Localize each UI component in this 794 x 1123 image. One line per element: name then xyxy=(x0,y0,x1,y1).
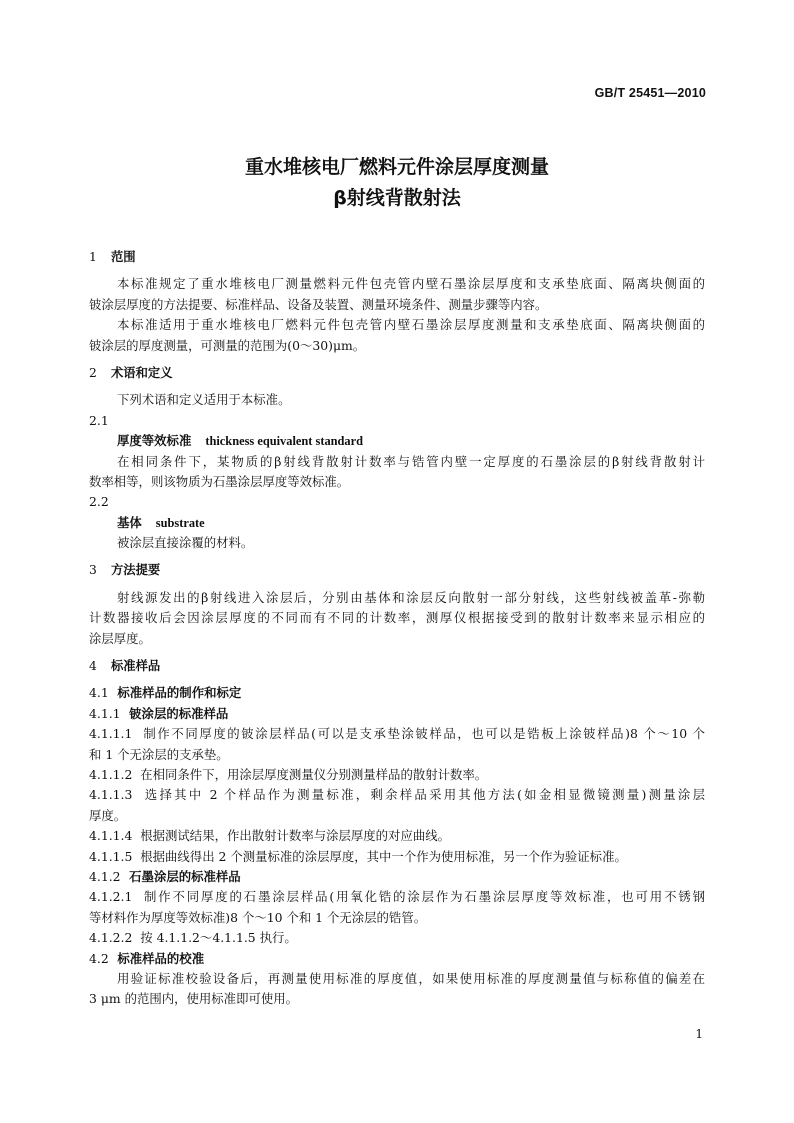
clause-number: 4.1.2.2 xyxy=(89,930,133,946)
term-entry xyxy=(89,513,705,533)
paragraph-line: 涂层厚度。 xyxy=(89,630,151,646)
clause-number: 4.1.1.4 xyxy=(89,828,133,844)
clause-4-1-1-4 xyxy=(89,826,705,846)
clause-4-1-2-1 xyxy=(89,887,705,907)
paragraph-line: 铍涂层的厚度测量，可测量的范围为(0～30)μm。 xyxy=(89,337,366,353)
section-number: 3 xyxy=(89,563,97,578)
term-english: thickness equivalent standard xyxy=(205,434,364,449)
subsection-4-1-2-heading xyxy=(89,867,705,887)
term-number: 2.1 xyxy=(89,412,109,428)
paragraph-line: 等材料作为厚度等效标准)8 个～10 个和 1 个无涂层的锆管。 xyxy=(89,909,427,925)
term-chinese: 厚度等效标准 xyxy=(117,433,192,449)
section-number: 1 xyxy=(89,250,97,264)
section-number: 2 xyxy=(89,365,97,380)
document-body xyxy=(89,247,705,1010)
subsection-number: 4.1.1 xyxy=(89,705,121,721)
paragraph-line: 下列术语和定义适用于本标准。 xyxy=(117,392,291,408)
term-number: 2.2 xyxy=(89,494,109,510)
term-english: substrate xyxy=(155,515,205,530)
clause-number: 4.1.1.5 xyxy=(89,848,133,864)
subsection-4-1-1-heading xyxy=(89,704,705,724)
paragraph-line: 铍涂层厚度的方法提要、标准样品、设备及装置、测量环境条件、测量步骤等内容。 xyxy=(89,296,548,312)
subsection-number: 4.1.2 xyxy=(89,868,121,884)
term-chinese: 基体 xyxy=(117,514,142,530)
section-title: 标准样品 xyxy=(111,659,161,674)
clause-text: 制作不同厚度的铍涂层样品(可以是支承垫涂铍样品，也可以是锆板上涂铍样品)8 个～10 个 xyxy=(143,726,705,742)
section-title: 方法提要 xyxy=(111,563,161,578)
paragraph-line: 计数器接收后会因涂层厚度的不同而有不同的计数率，测厚仪根据接受到的散射计数率来显示相应的 xyxy=(89,610,705,626)
term-entry xyxy=(89,431,705,451)
paragraph-line: 本标准适用于重水堆核电厂燃料元件包壳管内壁石墨涂层厚度测量和支承垫底面、隔离块侧面的 xyxy=(117,317,705,333)
paragraph-line: 数率相等，则该物质为石墨涂层厚度等效标准。 xyxy=(89,473,350,489)
clause-number: 4.1.1.3 xyxy=(89,787,133,803)
clause-4-1-1-1 xyxy=(89,724,705,744)
document-title xyxy=(0,152,794,214)
section-1-heading xyxy=(89,247,705,267)
title-line-1: 重水堆核电厂燃料元件涂层厚度测量 xyxy=(244,156,549,178)
clause-text: 在相同条件下，用涂层厚度测量仪分别测量样品的散射计数率。 xyxy=(140,766,488,782)
paragraph-line: 本标准规定了重水堆核电厂测量燃料元件包壳管内壁石墨涂层厚度和支承垫底面、隔离块侧面的 xyxy=(117,276,705,292)
clause-4-1-1-5 xyxy=(89,847,705,867)
clause-number: 4.1.1.1 xyxy=(89,726,133,742)
section-title: 范围 xyxy=(111,250,136,264)
clause-text: 根据曲线得出 2 个测量标准的涂层厚度，其中一个作为使用标准，另一个作为验证标准。 xyxy=(140,848,627,864)
paragraph-line: 射线源发出的β射线进入涂层后，分别由基体和涂层反向散射一部分射线，这些射线被盖革-弥勒 xyxy=(117,589,705,605)
subsection-number: 4.2 xyxy=(89,950,109,966)
paragraph-line: 在相同条件下，某物质的β射线背散射计数率与锆管内壁一定厚度的石墨涂层的β射线背散射计 xyxy=(117,453,705,469)
paragraph-line: 被涂层直接涂覆的材料。 xyxy=(117,535,254,551)
standard-code: GB/T 25451—2010 xyxy=(594,86,706,100)
section-2-heading xyxy=(89,363,705,383)
page-number: 1 xyxy=(695,1027,703,1041)
paragraph-line: 和 1 个无涂层的支承垫。 xyxy=(89,746,229,762)
subsection-number: 4.1 xyxy=(89,685,109,701)
paragraph-line: 3 μm 的范围内，使用标准即可使用。 xyxy=(89,991,299,1007)
clause-text: 选择其中 2 个样品作为测量标准，剩余样品采用其他方法(如金相显微镜测量)测量涂层 xyxy=(144,787,705,803)
clause-text: 按 4.1.1.2～4.1.1.5 执行。 xyxy=(140,930,297,946)
section-number: 4 xyxy=(89,659,97,674)
section-3-heading xyxy=(89,560,705,580)
section-title: 术语和定义 xyxy=(111,365,173,380)
clause-4-1-1-2 xyxy=(89,765,705,785)
clause-4-1-1-3 xyxy=(89,785,705,805)
subsection-title: 标准样品的制作和标定 xyxy=(117,685,242,701)
clause-text: 制作不同厚度的石墨涂层样品(用氧化锆的涂层作为石墨涂层厚度等效标准，也可用不锈钢 xyxy=(143,889,705,905)
subsection-title: 石墨涂层的标准样品 xyxy=(129,868,241,884)
subsection-4-1-heading xyxy=(89,683,705,703)
clause-number: 4.1.2.1 xyxy=(89,889,133,905)
clause-4-1-2-2 xyxy=(89,928,705,948)
section-4-heading xyxy=(89,656,705,676)
subsection-title: 铍涂层的标准样品 xyxy=(129,705,229,721)
title-line-2: β射线背散射法 xyxy=(333,187,461,209)
clause-text: 根据测试结果，作出散射计数率与涂层厚度的对应曲线。 xyxy=(140,828,451,844)
clause-number: 4.1.1.2 xyxy=(89,766,133,782)
subsection-title: 标准样品的校准 xyxy=(117,950,205,966)
paragraph-line: 厚度。 xyxy=(89,807,127,823)
paragraph-line: 用验证标准校验设备后，再测量使用标准的厚度值，如果使用标准的厚度测量值与标称值的偏差在 xyxy=(117,970,705,986)
subsection-4-2-heading xyxy=(89,949,705,969)
